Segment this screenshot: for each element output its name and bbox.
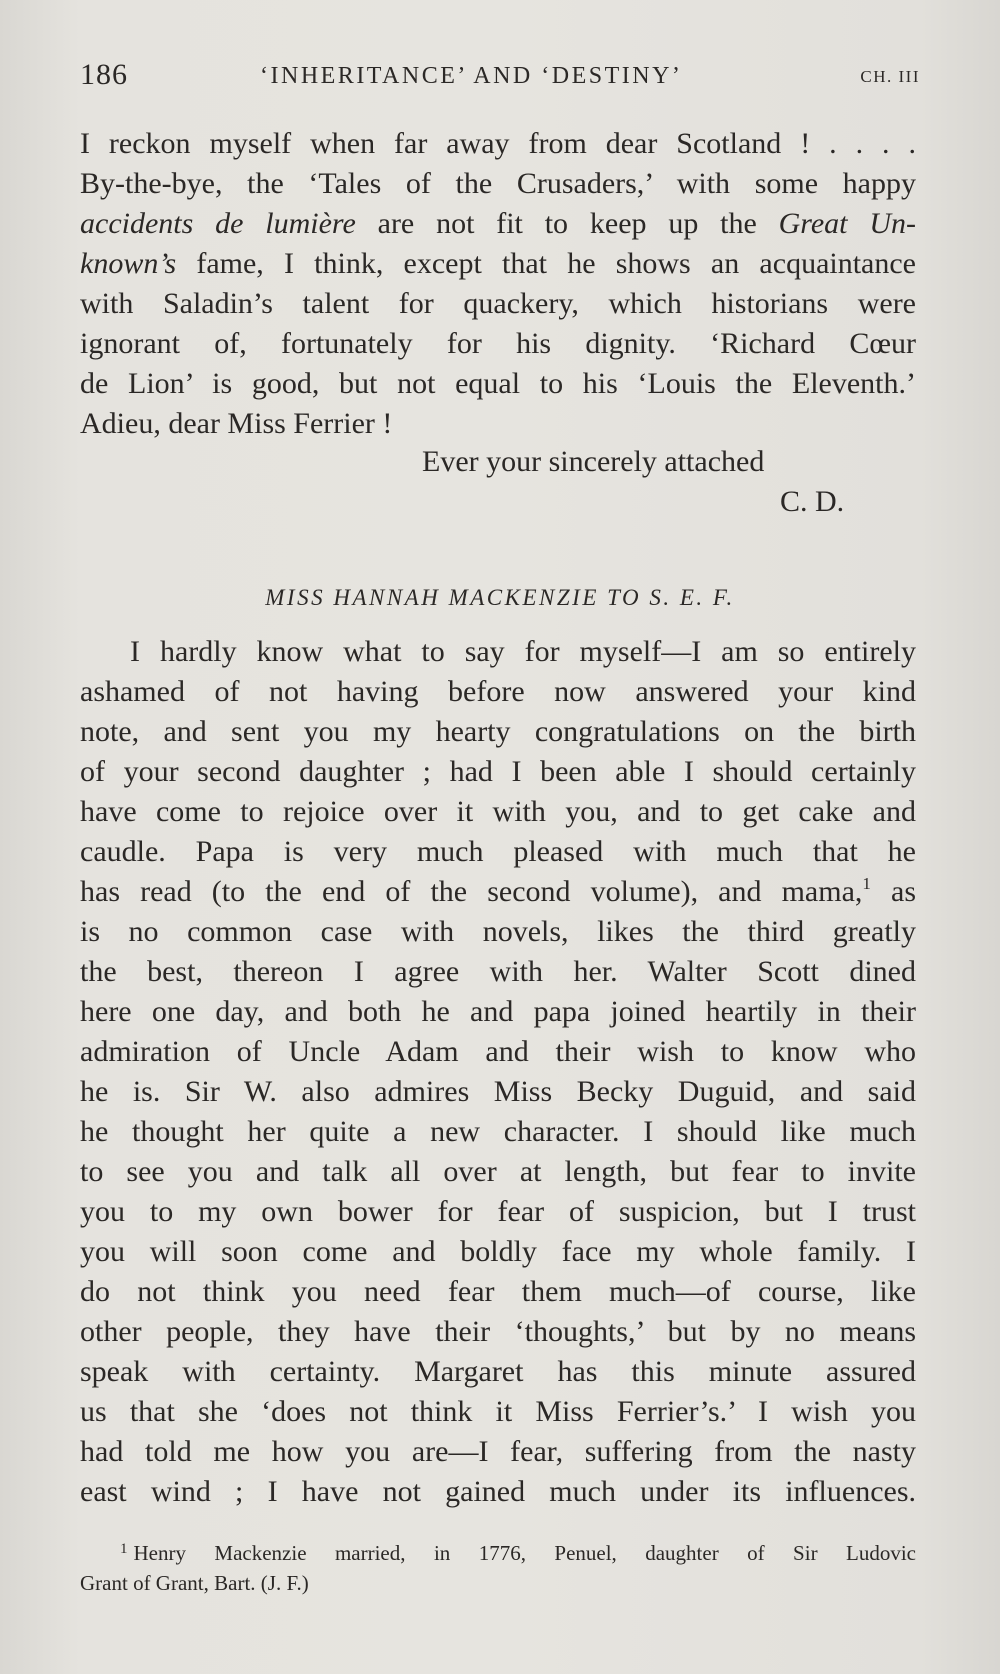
text-line: speak with certainty. Margaret has this minute assured: [80, 1355, 916, 1388]
text-line: accidents de lumière are not fit to keep up the Great Un-: [80, 207, 916, 240]
footnote-line: Grant of Grant, Bart. (J. F.): [80, 1571, 309, 1595]
letter-cd-body: [80, 124, 916, 444]
text-line: the best, thereon I agree with her. Walter Scott dined: [80, 955, 916, 988]
text-line: of your second daughter ; had I been able I should certainly: [80, 755, 916, 788]
page-header: [80, 58, 926, 98]
footnote: [80, 1534, 916, 1598]
text-line: I hardly know what to say for myself—I am so entirely: [130, 635, 916, 668]
text-line: had told me how you are—I fear, suffering from the nasty: [80, 1435, 916, 1468]
text-line: ashamed of not having before now answered your kind: [80, 675, 916, 708]
footnote-marker: 1: [120, 1541, 128, 1557]
text-line: you will soon come and boldly face my whole family. I: [80, 1235, 916, 1268]
text-line: he thought her quite a new character. I should like much: [80, 1115, 916, 1148]
page-number: 186: [80, 58, 128, 91]
text-line: Adieu, dear Miss Ferrier !: [80, 407, 393, 440]
text-line: is no common case with novels, likes the third greatly: [80, 915, 916, 948]
running-title: ‘INHERITANCE’ AND ‘DESTINY’: [260, 63, 683, 89]
text-line: have come to rejoice over it with you, and to get cake and: [80, 795, 916, 828]
text-line: here one day, and both he and papa joined heartily in their: [80, 995, 916, 1028]
text-line: admiration of Uncle Adam and their wish to know who: [80, 1035, 916, 1068]
text-line: he is. Sir W. also admires Miss Becky Duguid, and said: [80, 1075, 916, 1108]
text-line: de Lion’ is good, but not equal to his ‘Louis the Eleventh.’: [80, 367, 916, 400]
letter-heading: MISS HANNAH MACKENZIE TO S. E. F.: [265, 585, 735, 610]
text-line: other people, they have their ‘thoughts,’ but by no means: [80, 1315, 916, 1348]
text-line: to see you and talk all over at length, but fear to invite: [80, 1155, 916, 1188]
chapter-label: CH. III: [860, 67, 920, 86]
text-line: has read (to the end of the second volume), and mama,$^1$ as: [80, 874, 916, 908]
text-line: caudle. Papa is very much pleased with much that he: [80, 835, 916, 868]
text-line: with Saladin’s talent for quackery, which historians were: [80, 287, 916, 320]
text-line: I reckon myself when far away from dear Scotland ! . . . .: [80, 127, 916, 160]
text-line: note, and sent you my hearty congratulations on the birth: [80, 715, 916, 748]
letter-mackenzie-body: [80, 632, 916, 1512]
footnote-line: $^1$ Henry Mackenzie married, in 1776, Penuel, daughter of Sir Ludovic: [120, 1541, 916, 1565]
letter-signature: C. D.: [780, 485, 845, 518]
text-line: east wind ; I have not gained much under its influences.: [80, 1475, 916, 1508]
text-line: By-the-bye, the ‘Tales of the Crusaders,’ with some happy: [80, 167, 916, 200]
text-line: do not think you need fear them much—of course, like: [80, 1275, 916, 1308]
text-line: known’s fame, I think, except that he shows an acquaintance: [80, 247, 916, 280]
letter-closing: Ever your sincerely attached: [422, 445, 765, 478]
text-line: you to my own bower for fear of suspicion, but I trust: [80, 1195, 916, 1228]
text-line: ignorant of, fortunately for his dignity. ‘Richard Cœur: [80, 327, 916, 360]
text-line: us that she ‘does not think it Miss Ferrier’s.’ I wish you: [80, 1395, 916, 1428]
footnote-reference: 1: [862, 874, 871, 893]
